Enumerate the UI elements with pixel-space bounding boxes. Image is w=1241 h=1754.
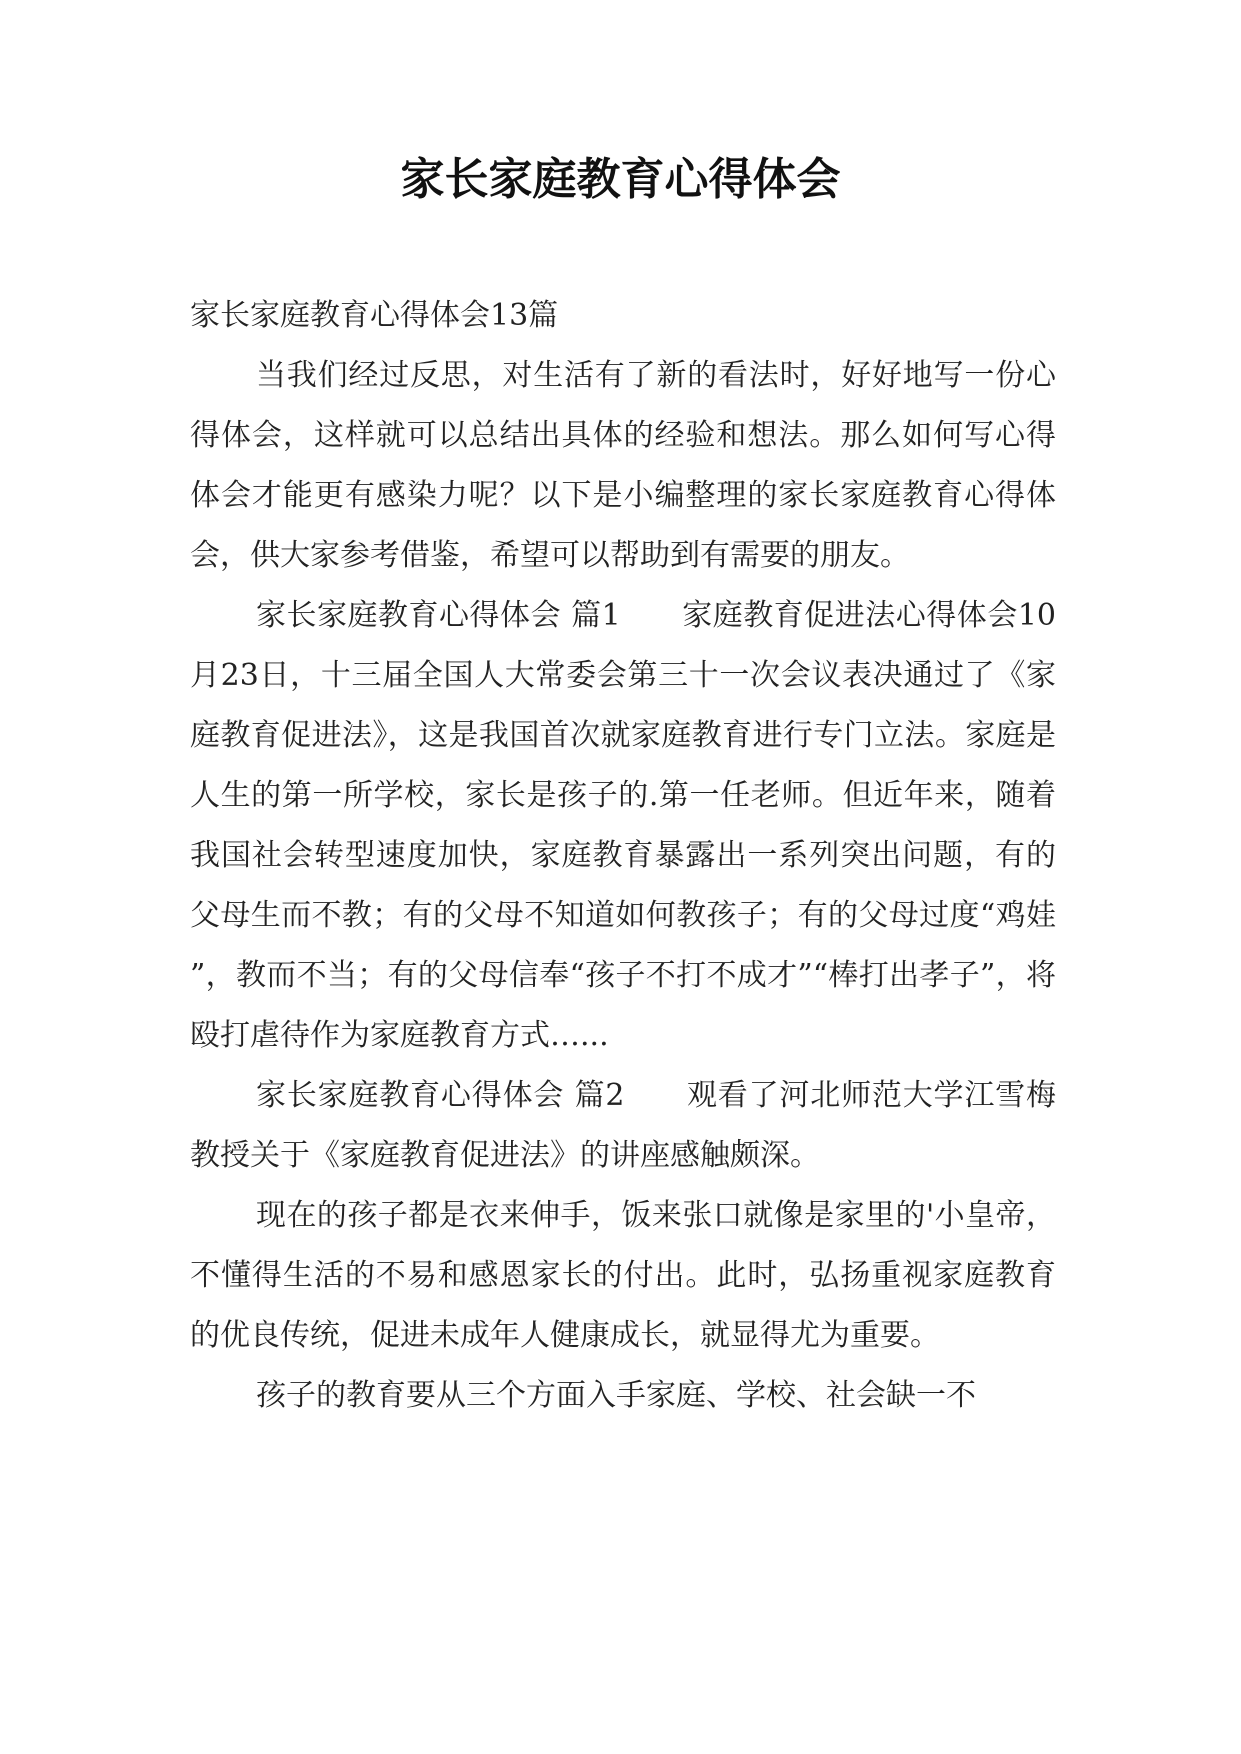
paragraph-subtitle: 家长家庭教育心得体会13篇 (190, 298, 559, 333)
document-body (190, 286, 1056, 1426)
document-title: 家长家庭教育心得体会 (400, 154, 841, 205)
paragraph-section-2: 家长家庭教育心得体会 篇2 观看了河北师范大学江雪梅教授关于《家庭教育促进法》的讲座感触颇深。 (190, 1078, 1056, 1173)
paragraph-education-aspects: 孩子的教育要从三个方面入手家庭、学校、社会缺一不 (256, 1378, 976, 1413)
paragraph-children: 现在的孩子都是衣来伸手，饭来张口就像是家里的'小皇帝，不懂得生活的不易和感恩家长的付出。此时，弘扬重视家庭教育的优良传统，促进未成年人健康成长，就显得尤为重要。 (190, 1198, 1056, 1353)
paragraph-intro: 当我们经过反思，对生活有了新的看法时，好好地写一份心得体会，这样就可以总结出具体的经验和想法。那么如何写心得体会才能更有感染力呢？以下是小编整理的家长家庭教育心得体会，供大家参考借鉴，希望可以帮助到有需要的朋友。 (190, 358, 1056, 573)
paragraph-section-1: 家长家庭教育心得体会 篇1 家庭教育促进法心得体会10月23日，十三届全国人大常委会第三十一次会议表决通过了《家庭教育促进法》，这是我国首次就家庭教育进行专门立法。家庭是人生的第一所学校，家长是孩子的.第一任老师。但近年来，随着我国社会转型速度加快，家庭教育暴露出一系列突出问题，有的父母生而不教；有的父母不知道如何教孩子；有的父母过度“鸡娃”，教而不当；有的父母信奉“孩子不打不成才”“棒打出孝子”，将殴打虐待作为家庭教育方式…... (190, 598, 1056, 1053)
